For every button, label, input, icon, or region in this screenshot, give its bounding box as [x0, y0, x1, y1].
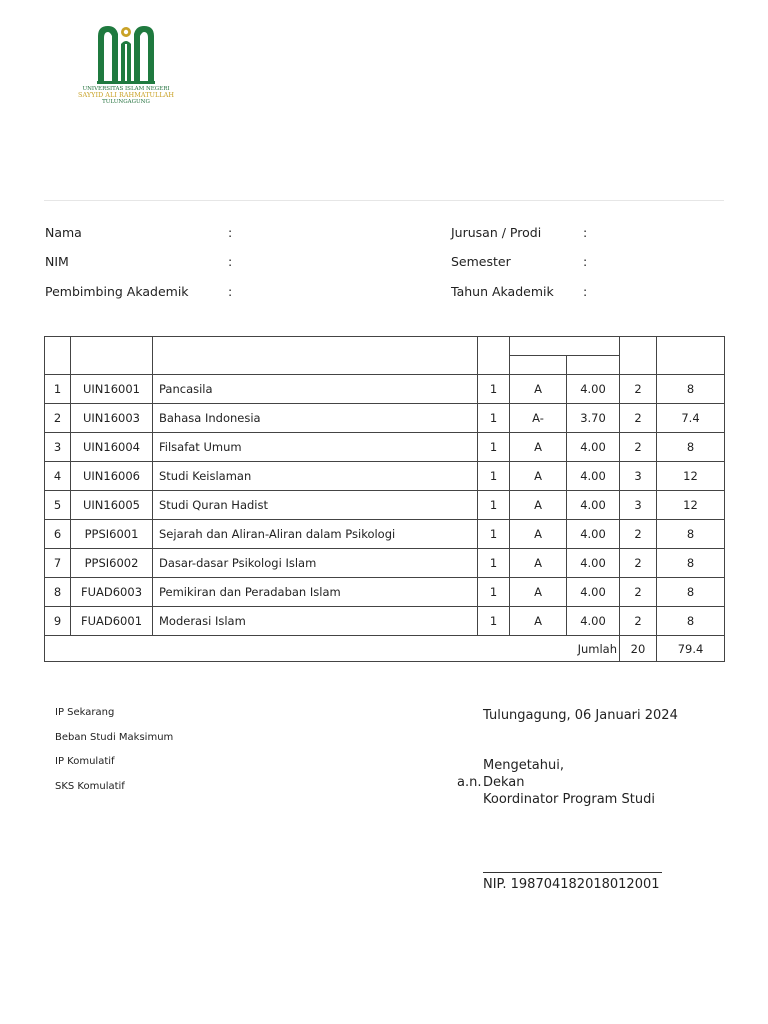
table-cell-sks: 2	[620, 607, 657, 636]
table-cell-nilai-angka: 4.00	[567, 433, 620, 462]
table-cell-sks: 2	[620, 375, 657, 404]
table-cell-no: 9	[45, 607, 71, 636]
table-cell-kelas: 1	[478, 607, 510, 636]
table-cell-kelas: 1	[478, 491, 510, 520]
table-cell-nilai-angka: 4.00	[567, 462, 620, 491]
table-cell-nilai-angka: 4.00	[567, 578, 620, 607]
university-emblem-icon	[96, 22, 156, 84]
table-cell-sks: 2	[620, 520, 657, 549]
info-label-nama: Nama	[45, 225, 82, 240]
table-row	[45, 520, 725, 549]
table-row	[45, 404, 725, 433]
table-cell-no: 4	[45, 462, 71, 491]
table-cell-mata-kuliah: Pemikiran dan Peradaban Islam	[153, 578, 478, 607]
info-colon: :	[583, 225, 588, 240]
table-row	[45, 578, 725, 607]
table-cell-mata-kuliah: Bahasa Indonesia	[153, 404, 478, 433]
logo-text-line3: TULUNGAGUNG	[102, 99, 150, 105]
table-cell-nilai-huruf: A	[510, 491, 567, 520]
info-label-jurusan: Jurusan / Prodi	[451, 225, 542, 240]
table-cell-nilai-angka: 3.70	[567, 404, 620, 433]
table-cell-total-nilai: 8	[657, 520, 725, 549]
table-cell-kelas: 1	[478, 404, 510, 433]
table-cell-nilai-angka: 4.00	[567, 491, 620, 520]
an-text: a.n.	[457, 775, 482, 790]
header-cell	[478, 337, 510, 375]
info-label-semester: Semester	[451, 254, 511, 269]
table-cell-sks: 2	[620, 404, 657, 433]
table-row	[45, 462, 725, 491]
table-total-row	[45, 636, 725, 662]
table-cell-nilai-angka: 4.00	[567, 375, 620, 404]
table-cell-total-nilai: 12	[657, 491, 725, 520]
table-cell-mata-kuliah: Filsafat Umum	[153, 433, 478, 462]
table-cell-kode: PPSI6002	[71, 549, 153, 578]
table-cell-kelas: 1	[478, 462, 510, 491]
table-row	[45, 549, 725, 578]
table-cell-nilai-huruf: A	[510, 520, 567, 549]
table-cell-kode: UIN16006	[71, 462, 153, 491]
logo-text-line2: SAYYID ALI RAHMATULLAH	[78, 91, 175, 99]
table-cell-nilai-huruf: A	[510, 375, 567, 404]
table-cell-total-nilai: 8	[657, 578, 725, 607]
dekan-text: Dekan	[483, 775, 525, 790]
table-cell-no: 7	[45, 549, 71, 578]
table-cell-nilai-huruf: A	[510, 462, 567, 491]
table-cell-kode: UIN16004	[71, 433, 153, 462]
header-cell	[510, 337, 620, 356]
table-cell-nilai-huruf: A	[510, 578, 567, 607]
table-cell-kode: FUAD6003	[71, 578, 153, 607]
grades-table	[44, 336, 725, 662]
table-cell-sks: 3	[620, 491, 657, 520]
table-cell-no: 5	[45, 491, 71, 520]
table-cell-total-nilai: 8	[657, 607, 725, 636]
table-cell-nilai-huruf: A	[510, 433, 567, 462]
table-cell-nilai-huruf: A	[510, 549, 567, 578]
info-colon: :	[228, 254, 233, 269]
table-cell-no: 3	[45, 433, 71, 462]
signature-line	[483, 872, 662, 873]
university-logo	[78, 22, 174, 106]
table-cell-no: 1	[45, 375, 71, 404]
info-label-tahun-akademik: Tahun Akademik	[451, 284, 554, 299]
table-row	[45, 491, 725, 520]
nip-text: NIP. 198704182018012001	[483, 877, 660, 892]
jumlah-nilai: 79.4	[657, 636, 725, 662]
table-cell-sks: 2	[620, 578, 657, 607]
table-cell-total-nilai: 8	[657, 375, 725, 404]
jumlah-sks: 20	[620, 636, 657, 662]
info-colon: :	[583, 284, 588, 299]
beban-studi-label: Beban Studi Maksimum	[55, 732, 174, 743]
header-divider	[44, 200, 724, 201]
table-cell-kelas: 1	[478, 375, 510, 404]
table-cell-mata-kuliah: Studi Quran Hadist	[153, 491, 478, 520]
logo-text-line1: UNIVERSITAS ISLAM NEGERI	[82, 86, 170, 92]
info-label-nim: NIM	[45, 254, 69, 269]
table-cell-nilai-angka: 4.00	[567, 520, 620, 549]
header-cell	[45, 337, 71, 375]
place-date: Tulungagung, 06 Januari 2024	[483, 708, 678, 723]
table-cell-kode: FUAD6001	[71, 607, 153, 636]
table-cell-total-nilai: 7.4	[657, 404, 725, 433]
header-cell	[71, 337, 153, 375]
table-cell-kelas: 1	[478, 578, 510, 607]
table-header-row	[45, 337, 725, 356]
table-cell-kode: PPSI6001	[71, 520, 153, 549]
header-cell	[657, 337, 725, 375]
table-cell-total-nilai: 8	[657, 549, 725, 578]
table-cell-nilai-huruf: A	[510, 607, 567, 636]
table-cell-sks: 2	[620, 549, 657, 578]
header-cell	[567, 356, 620, 375]
table-cell-nilai-angka: 4.00	[567, 549, 620, 578]
header-cell	[153, 337, 478, 375]
sks-komulatif-label: SKS Komulatif	[55, 781, 125, 792]
table-cell-mata-kuliah: Sejarah dan Aliran-Aliran dalam Psikologi	[153, 520, 478, 549]
table-cell-kode: UIN16001	[71, 375, 153, 404]
info-colon: :	[228, 225, 233, 240]
table-cell-kelas: 1	[478, 549, 510, 578]
info-colon: :	[228, 284, 233, 299]
table-cell-no: 8	[45, 578, 71, 607]
mengetahui-text: Mengetahui,	[483, 758, 564, 773]
table-cell-no: 6	[45, 520, 71, 549]
table-cell-total-nilai: 8	[657, 433, 725, 462]
koordinator-text: Koordinator Program Studi	[483, 792, 655, 807]
table-cell-no: 2	[45, 404, 71, 433]
info-colon: :	[583, 254, 588, 269]
table-cell-kelas: 1	[478, 433, 510, 462]
table-cell-kode: UIN16003	[71, 404, 153, 433]
header-cell	[620, 337, 657, 375]
header-cell	[510, 356, 567, 375]
table-cell-mata-kuliah: Pancasila	[153, 375, 478, 404]
table-cell-kelas: 1	[478, 520, 510, 549]
table-cell-sks: 3	[620, 462, 657, 491]
table-cell-nilai-huruf: A-	[510, 404, 567, 433]
table-cell-sks: 2	[620, 433, 657, 462]
ip-sekarang-label: IP Sekarang	[55, 707, 115, 718]
table-cell-mata-kuliah: Moderasi Islam	[153, 607, 478, 636]
table-row	[45, 375, 725, 404]
table-cell-kode: UIN16005	[71, 491, 153, 520]
table-row	[45, 607, 725, 636]
table-cell-total-nilai: 12	[657, 462, 725, 491]
table-cell-mata-kuliah: Studi Keislaman	[153, 462, 478, 491]
table-row	[45, 433, 725, 462]
jumlah-label: Jumlah	[45, 636, 620, 662]
table-cell-nilai-angka: 4.00	[567, 607, 620, 636]
table-cell-mata-kuliah: Dasar-dasar Psikologi Islam	[153, 549, 478, 578]
info-label-pembimbing: Pembimbing Akademik	[45, 284, 189, 299]
ip-komulatif-label: IP Komulatif	[55, 756, 115, 767]
